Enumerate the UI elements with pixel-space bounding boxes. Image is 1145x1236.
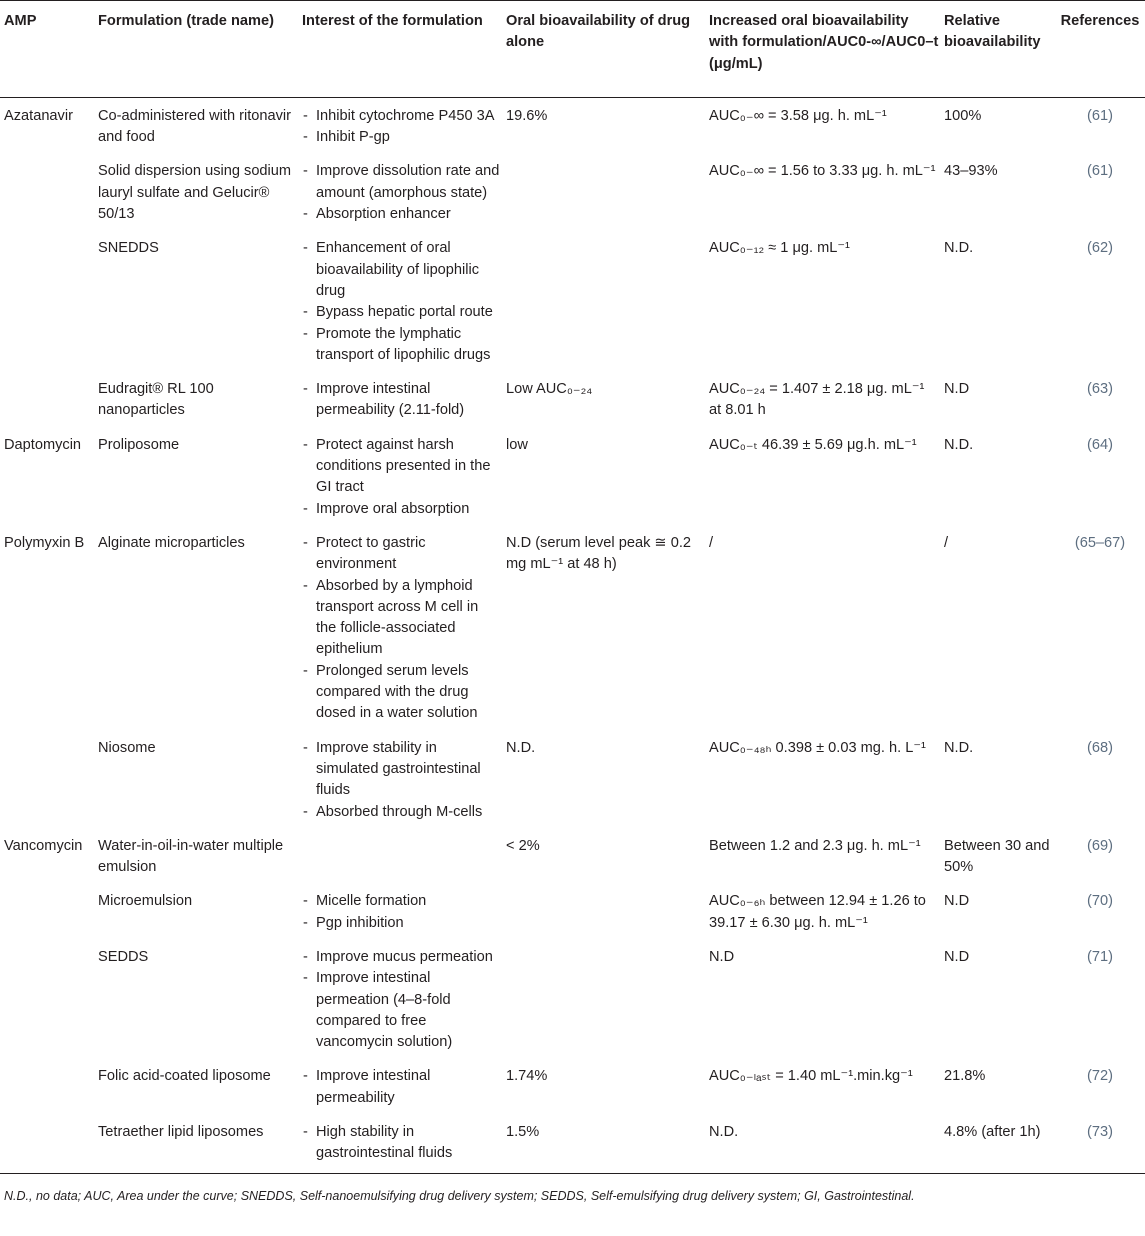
cell-formulation: Niosome [98,739,156,756]
interest-list [302,533,502,725]
reference-link[interactable]: (61) [1087,163,1113,180]
cell-relative: N.D [944,948,970,965]
reference-link[interactable]: (71) [1087,948,1113,965]
cell-amp [0,1058,94,1114]
cell-increased: Between 1.2 and 2.3 μg. h. mL⁻¹ [709,837,921,854]
cell-amp [0,730,94,828]
interest-list [302,738,502,823]
reference-link[interactable]: (68) [1087,739,1113,756]
cell-increased: AUC₀₋₂₄ = 1.407 ± 2.18 μg. mL⁻¹ at 8.01 h [709,381,925,419]
cell-oral-alone: N.D (serum level peak ≅ 0.2 mg mL⁻¹ at 48 h) [506,534,691,573]
cell-formulation: SEDDS [98,948,149,965]
cell-relative: 100% [944,107,982,124]
cell-amp [0,230,94,371]
cell-increased: AUC₀₋₆ₕ between 12.94 ± 1.26 to 39.17 ± 6.30 μg. h. mL⁻¹ [709,893,926,931]
cell-relative: 43–93% [944,163,998,180]
cell-oral-alone: < 2% [506,837,540,854]
cell-reference [1055,97,1145,153]
header-interest: Interest of the formulation [298,1,502,98]
cell-amp [0,939,94,1058]
interest-item: - Bypass hepatic portal route [302,302,502,323]
cell-increased: AUC₀₋∞ = 3.58 μg. h. mL⁻¹ [709,107,887,124]
cell-formulation: Microemulsion [98,893,193,910]
interest-list [302,947,502,1053]
reference-link[interactable]: (69) [1087,837,1113,854]
interest-list [302,238,502,366]
table-row [0,97,1145,153]
table-row [0,730,1145,828]
interest-item: - Improve dissolution rate and amount (amorphous state) [302,161,502,204]
cell-oral-alone [502,153,705,230]
cell-relative: / [944,534,949,551]
cell-interest [298,883,502,939]
interest-item: - Absorbed through M-cells [302,802,502,823]
interest-list [302,1122,502,1165]
table-row [0,153,1145,230]
reference-link[interactable]: (63) [1087,381,1113,398]
cell-relative: Between 30 and 50% [944,837,1050,876]
table-row [0,939,1145,1058]
table-row [0,1058,1145,1114]
interest-item: - Promote the lymphatic transport of lipophilic drugs [302,324,502,367]
interest-item: - Improve oral absorption [302,499,502,520]
cell-reference [1055,230,1145,371]
interest-item: - Protect against harsh conditions presented in the GI tract [302,435,502,499]
reference-link[interactable]: (73) [1087,1124,1113,1141]
cell-amp: Azatanavir [4,107,73,124]
interest-item: - Improve intestinal permeation (4–8-fold compared to free vancomycin solution) [302,968,502,1053]
interest-item: - Improve intestinal permeability [302,1066,502,1109]
cell-relative: N.D. [944,739,974,756]
reference-link[interactable]: (62) [1087,240,1113,257]
cell-amp: Polymyxin B [4,534,85,551]
cell-amp: Daptomycin [4,436,82,453]
table-body [0,97,1145,1173]
cell-formulation: Solid dispersion using sodium lauryl sulfate and Gelucir® 50/13 [98,163,292,223]
header-amp: AMP [0,1,94,98]
interest-item: - Absorbed by a lymphoid transport across M cell in the follicle-associated epithelium [302,576,502,661]
table-footnote: N.D., no data; AUC, Area under the curve; SNEDDS, Self-nanoemulsifying drug delivery system; SEDDS, Self-emulsifying drug delivery system; GI, Gastrointestinal. [4,1188,915,1203]
cell-formulation: SNEDDS [98,240,159,257]
cell-increased: / [709,534,714,551]
interest-item: - Pgp inhibition [302,913,502,934]
cell-formulation: Folic acid-coated liposome [98,1068,271,1085]
interest-list [302,435,502,520]
cell-oral-alone: low [506,436,528,453]
cell-reference [1055,525,1145,730]
cell-amp: Vancomycin [4,837,83,854]
cell-oral-alone: 1.74% [506,1068,548,1085]
interest-item: - Improve intestinal permeability (2.11-fold) [302,379,502,422]
cell-interest [298,828,502,884]
header-references: References [1055,1,1145,98]
cell-relative: 4.8% (after 1h) [940,1114,1055,1173]
cell-relative: N.D. [944,240,974,257]
interest-item: - Improve stability in simulated gastrointestinal fluids [302,738,502,802]
interest-item: - High stability in gastrointestinal fluids [302,1122,502,1165]
cell-relative: 21.8% [944,1068,986,1085]
cell-oral-alone [502,883,705,939]
cell-reference [1055,153,1145,230]
interest-item: - Micelle formation [302,891,502,912]
cell-formulation: Eudragit® RL 100 nanoparticles [98,381,214,419]
cell-interest [298,1058,502,1114]
cell-increased: AUC₀₋ₜ 46.39 ± 5.69 μg.h. mL⁻¹ [709,436,917,453]
header-row [0,1,1145,98]
cell-reference [1055,427,1145,525]
cell-reference [1055,828,1145,884]
cell-reference [1055,939,1145,1058]
cell-amp [0,371,94,427]
table-row [0,371,1145,427]
cell-increased: AUC₀₋₁₂ ≈ 1 μg. mL⁻¹ [709,240,850,257]
interest-list [302,379,502,422]
interest-item: - Protect to gastric environment [302,533,502,576]
cell-oral-alone [502,230,705,371]
cell-formulation: Alginate microparticles [98,534,245,551]
header-increased: Increased oral bioavailability with formulation/AUC0-∞/AUC0–t (μg/mL) [705,1,940,98]
header-oral-alone: Oral bioavailability of drug alone [502,1,705,98]
reference-link[interactable]: (70) [1087,893,1113,910]
table-row [0,230,1145,371]
cell-increased: AUC₀₋₄₈ₕ 0.398 ± 0.03 mg. h. L⁻¹ [709,739,926,756]
cell-oral-alone [502,939,705,1058]
cell-formulation: Water-in-oil-in-water multiple emulsion [98,837,284,876]
table-row [0,1114,1145,1173]
cell-increased: AUC₀₋∞ = 1.56 to 3.33 μg. h. mL⁻¹ [709,163,936,180]
cell-interest [298,97,502,153]
cell-oral-alone: 1.5% [502,1114,705,1173]
interest-item: - Inhibit cytochrome P450 3A [302,106,502,127]
interest-list [302,891,502,934]
cell-increased: N.D. [705,1114,940,1173]
table-row [0,828,1145,884]
cell-interest [298,153,502,230]
interest-item: - Inhibit P-gp [302,127,502,148]
reference-link[interactable]: (61) [1087,107,1113,124]
reference-link[interactable]: (64) [1087,436,1113,453]
cell-amp [0,1114,94,1173]
reference-link[interactable]: (65–67) [1074,534,1126,551]
interest-item: - Improve mucus permeation [302,947,502,968]
cell-reference [1055,883,1145,939]
cell-interest [298,939,502,1058]
cell-formulation: Co-administered with ritonavir and food [98,107,292,146]
cell-amp [0,883,94,939]
cell-increased: AUC₀₋ₗₐₛₜ = 1.40 mL⁻¹.min.kg⁻¹ [709,1068,913,1085]
cell-reference [1055,1114,1145,1173]
interest-list [302,1066,502,1109]
cell-relative: N.D [944,381,970,398]
interest-item: - Enhancement of oral bioavailability of lipophilic drug [302,238,502,302]
cell-oral-alone: 19.6% [506,107,548,124]
cell-interest [298,371,502,427]
cell-interest [298,230,502,371]
cell-formulation: Tetraether lipid liposomes [94,1114,298,1173]
cell-formulation: Proliposome [98,436,180,453]
table-row [0,883,1145,939]
interest-list [302,161,502,225]
cell-interest [298,730,502,828]
interest-item: - Prolonged serum levels compared with the drug dosed in a water solution [302,661,502,725]
table-row [0,525,1145,730]
cell-relative: N.D. [944,436,974,453]
cell-oral-alone: Low AUC₀₋₂₄ [506,381,593,398]
cell-reference [1055,730,1145,828]
cell-interest [298,525,502,730]
cell-relative: N.D [944,893,970,910]
interest-list [302,106,502,149]
header-relative: Relative bioavailability [940,1,1055,98]
cell-reference [1055,1058,1145,1114]
table-row [0,427,1145,525]
cell-oral-alone: N.D. [506,739,536,756]
cell-amp [0,153,94,230]
interest-item: - Absorption enhancer [302,204,502,225]
cell-increased: N.D [709,948,735,965]
cell-reference [1055,371,1145,427]
cell-interest [298,427,502,525]
cell-interest [298,1114,502,1173]
header-formulation: Formulation (trade name) [94,1,298,98]
reference-link[interactable]: (72) [1087,1068,1113,1085]
